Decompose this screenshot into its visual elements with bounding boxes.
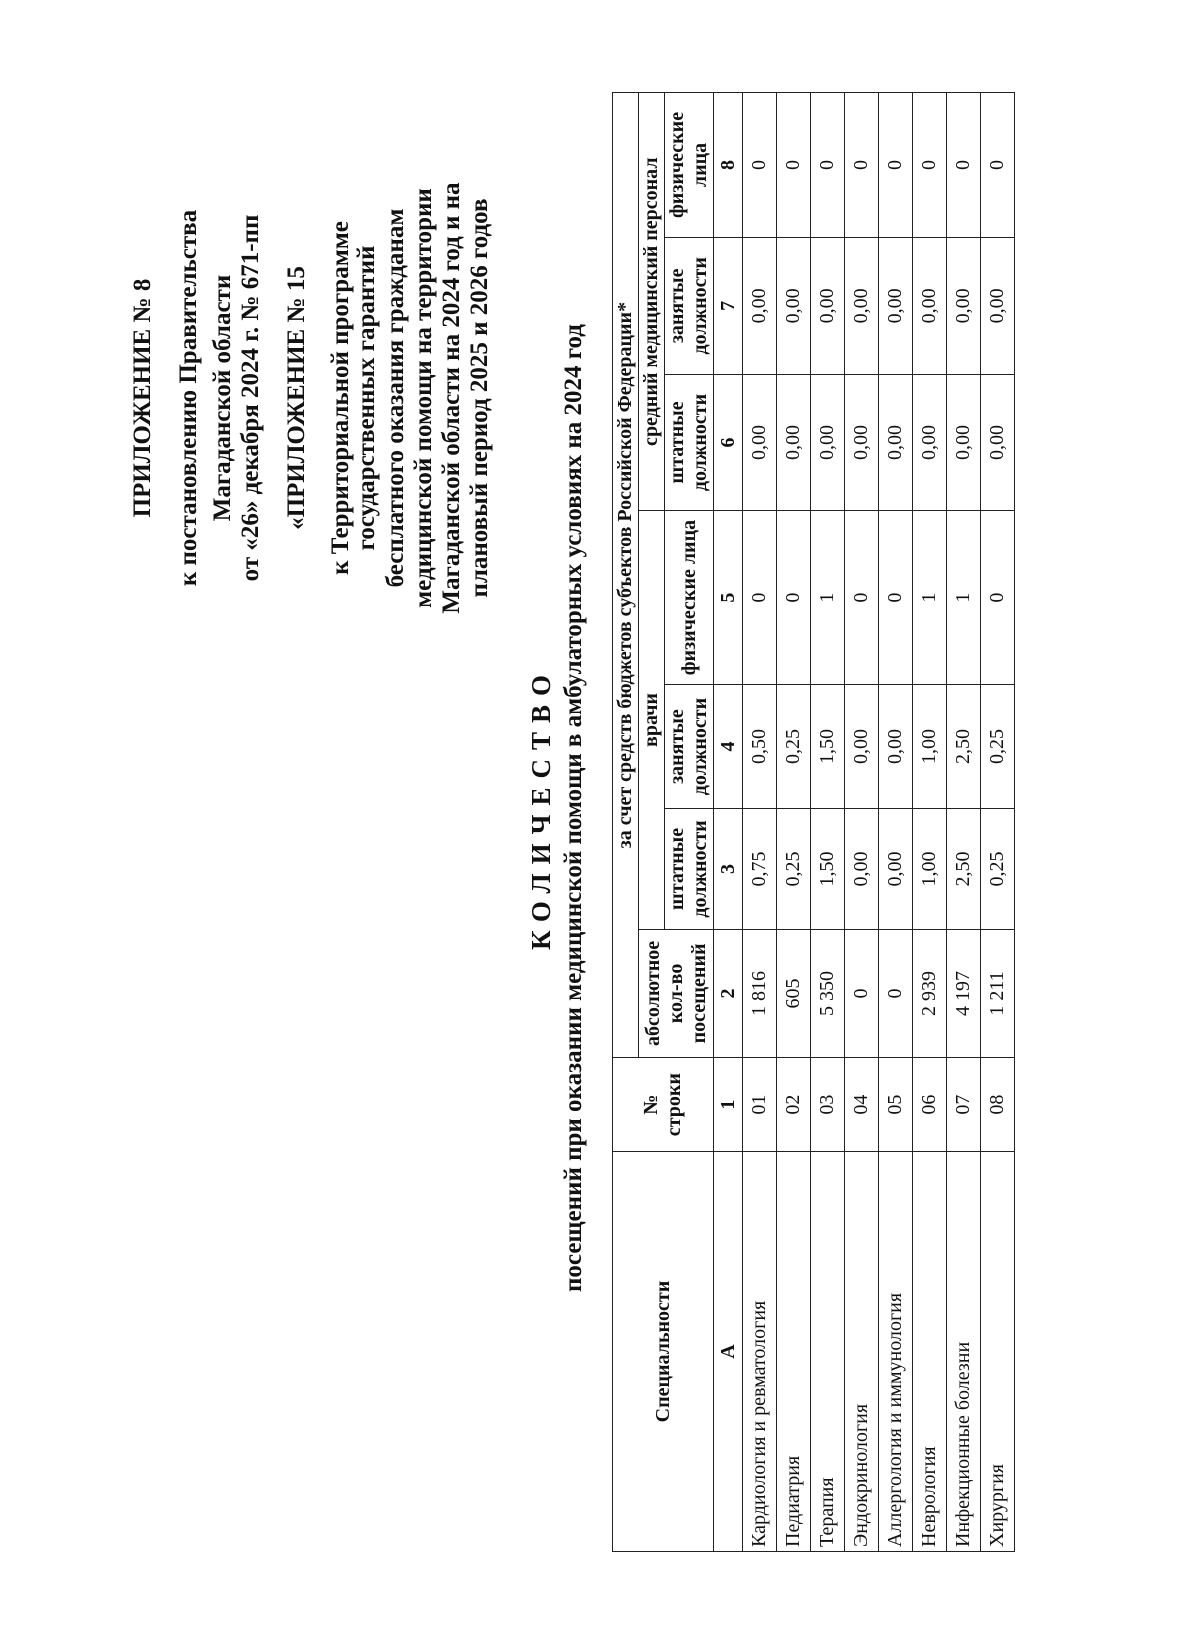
header-specialty: Специальности	[613, 1152, 714, 1552]
doctors-individuals-cell: 0	[879, 511, 913, 684]
doctors-individuals-cell: 0	[743, 511, 777, 684]
doctors-staff-cell: 0,75	[743, 809, 777, 929]
column-number: 5	[714, 511, 743, 684]
nurses-occupied-cell: 0,00	[947, 237, 981, 374]
doctors-occupied-cell: 1,50	[811, 684, 845, 808]
visits-cell: 1 816	[743, 929, 777, 1058]
nurses-occupied-cell: 0,00	[777, 237, 811, 374]
table-row	[777, 93, 811, 1552]
row-number-cell: 05	[879, 1058, 913, 1152]
doctors-individuals-cell: 1	[811, 511, 845, 684]
doctors-occupied-cell: 2,50	[947, 684, 981, 808]
specialty-cell: Аллергология и иммунология	[879, 1152, 913, 1552]
doctors-individuals-cell: 1	[913, 511, 947, 684]
nurses-individuals-cell: 0	[981, 93, 1015, 238]
visits-cell: 5 350	[811, 929, 845, 1058]
program-line-4: медицинской помощи на территории	[410, 188, 437, 608]
specialty-cell: Неврология	[913, 1152, 947, 1552]
doctors-individuals-cell: 0	[845, 511, 879, 684]
nurses-staff-cell: 0,00	[981, 374, 1015, 511]
row-number-cell: 01	[743, 1058, 777, 1152]
specialty-cell: Педиатрия	[777, 1152, 811, 1552]
doctors-individuals-cell: 0	[777, 511, 811, 684]
visits-cell: 0	[845, 929, 879, 1058]
nurses-individuals-cell: 0	[947, 93, 981, 238]
doctors-staff-cell: 1,50	[811, 809, 845, 929]
doctors-staff-cell: 2,50	[947, 809, 981, 929]
header-nurses: средний медицинский персонал	[639, 93, 665, 511]
doctors-occupied-cell: 0,00	[879, 684, 913, 808]
doctors-occupied-cell: 0,50	[743, 684, 777, 808]
annex-title: ПРИЛОЖЕНИЕ № 8	[129, 278, 156, 518]
nurses-individuals-cell: 0	[879, 93, 913, 238]
header-nurses-individuals: физические лица	[665, 93, 714, 238]
nurses-staff-cell: 0,00	[879, 374, 913, 511]
program-line-5: Магаданской области на 2024 год и на	[438, 182, 465, 614]
column-number: 4	[714, 684, 743, 808]
table-row	[743, 93, 777, 1552]
visits-cell: 1 211	[981, 929, 1015, 1058]
doctors-staff-cell: 1,00	[913, 809, 947, 929]
nurses-staff-cell: 0,00	[947, 374, 981, 511]
doctors-individuals-cell: 0	[981, 511, 1015, 684]
table-row	[947, 93, 981, 1552]
header-nurses-staff: штатные должности	[665, 374, 714, 511]
header-row-number: № строки	[613, 1058, 714, 1152]
nurses-staff-cell: 0,00	[845, 374, 879, 511]
header-doctors-occupied: занятые должности	[665, 684, 714, 808]
visits-cell: 2 939	[913, 929, 947, 1058]
column-number: 2	[714, 929, 743, 1058]
column-number: А	[714, 1152, 743, 1552]
document-title: КОЛИЧЕСТВО	[526, 665, 556, 951]
nurses-occupied-cell: 0,00	[981, 237, 1015, 374]
doctors-staff-cell: 0,00	[845, 809, 879, 929]
nurses-occupied-cell: 0,00	[811, 237, 845, 374]
nurses-occupied-cell: 0,00	[913, 237, 947, 374]
row-number-cell: 02	[777, 1058, 811, 1152]
table-row	[879, 93, 913, 1552]
annex-date: от «26» декабря 2024 г. № 671-пп	[237, 214, 264, 582]
document-subtitle: посещений при оказании медицинской помощи в амбулаторных условиях на 2024 год	[560, 324, 587, 1292]
visits-cell: 605	[777, 929, 811, 1058]
nurses-individuals-cell: 0	[777, 93, 811, 238]
specialty-cell: Терапия	[811, 1152, 845, 1552]
header-funding: за счет средств бюджетов субъектов Российской Федерации*	[613, 93, 639, 1058]
annex-ref-line-2: Магаданской области	[209, 274, 236, 522]
row-number-cell: 04	[845, 1058, 879, 1152]
column-number: 8	[714, 93, 743, 238]
nurses-individuals-cell: 0	[743, 93, 777, 238]
doctors-staff-cell: 0,25	[777, 809, 811, 929]
nurses-staff-cell: 0,00	[913, 374, 947, 511]
doctors-staff-cell: 0,00	[879, 809, 913, 929]
doctors-occupied-cell: 0,25	[777, 684, 811, 808]
doctors-individuals-cell: 1	[947, 511, 981, 684]
specialty-cell: Эндокринология	[845, 1152, 879, 1552]
table-row	[981, 93, 1015, 1552]
header-doctors-individuals: физические лица	[665, 511, 714, 684]
row-number-cell: 08	[981, 1058, 1015, 1152]
table-row	[845, 93, 879, 1552]
row-number-cell: 06	[913, 1058, 947, 1152]
doctors-occupied-cell: 0,25	[981, 684, 1015, 808]
program-line-3: бесплатного оказания гражданам	[382, 208, 409, 588]
program-line-6: плановый период 2025 и 2026 годов	[466, 198, 493, 598]
specialty-cell: Инфекционные болезни	[947, 1152, 981, 1552]
column-number: 1	[714, 1058, 743, 1152]
doctors-staff-cell: 0,25	[981, 809, 1015, 929]
visits-cell: 4 197	[947, 929, 981, 1058]
column-number: 6	[714, 374, 743, 511]
column-number-row	[714, 93, 743, 1552]
column-number: 3	[714, 809, 743, 929]
program-line-2: государственных гарантий	[353, 245, 380, 551]
column-number: 7	[714, 237, 743, 374]
row-number-cell: 03	[811, 1058, 845, 1152]
nurses-occupied-cell: 0,00	[845, 237, 879, 374]
nurses-individuals-cell: 0	[913, 93, 947, 238]
visits-cell: 0	[879, 929, 913, 1058]
specialty-cell: Хирургия	[981, 1152, 1015, 1552]
doctors-occupied-cell: 1,00	[913, 684, 947, 808]
header-doctors-staff: штатные должности	[665, 809, 714, 929]
nurses-occupied-cell: 0,00	[879, 237, 913, 374]
visits-table	[612, 92, 1015, 1552]
nurses-occupied-cell: 0,00	[743, 237, 777, 374]
nurses-staff-cell: 0,00	[743, 374, 777, 511]
program-line-1: к Территориальной программе	[327, 221, 354, 575]
inner-annex-title: «ПРИЛОЖЕНИЕ № 15	[283, 266, 310, 530]
specialty-cell: Кардиология и ревматология	[743, 1152, 777, 1552]
header-nurses-occupied: занятые должности	[665, 237, 714, 374]
nurses-individuals-cell: 0	[811, 93, 845, 238]
nurses-staff-cell: 0,00	[777, 374, 811, 511]
nurses-individuals-cell: 0	[845, 93, 879, 238]
doctors-occupied-cell: 0,00	[845, 684, 879, 808]
table-row	[913, 93, 947, 1552]
table-row	[811, 93, 845, 1552]
nurses-staff-cell: 0,00	[811, 374, 845, 511]
annex-ref-line-1: к постановлению Правительства	[175, 209, 202, 587]
header-absolute-visits: абсолютное кол-во посещений	[639, 929, 714, 1058]
row-number-cell: 07	[947, 1058, 981, 1152]
header-doctors: врачи	[639, 511, 665, 929]
